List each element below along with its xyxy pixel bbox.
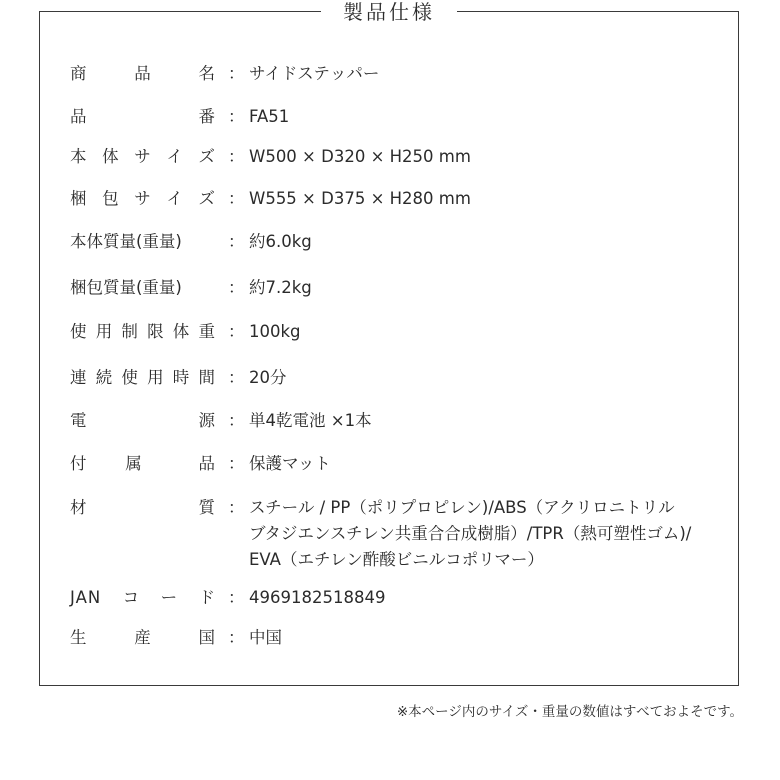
spec-label: 品 番 <box>70 107 215 126</box>
spec-value: 約7.2kg <box>249 278 312 297</box>
spec-label: 梱 包 サ イ ズ <box>70 189 215 208</box>
spec-colon: ： <box>228 278 245 297</box>
spec-colon: ： <box>228 189 245 208</box>
spec-colon: ： <box>228 588 245 607</box>
spec-label: 使 用 制 限 体 重 <box>70 322 215 341</box>
spec-colon: ： <box>228 498 245 517</box>
footnote: ※本ページ内のサイズ・重量の数値はすべておよそです。 <box>396 704 743 720</box>
spec-colon: ： <box>228 411 245 430</box>
spec-value: サイドステッパー <box>249 64 380 83</box>
spec-colon: ： <box>228 64 245 83</box>
spec-label: JAN コ ー ド <box>70 588 215 607</box>
spec-label: 生 産 国 <box>70 628 215 647</box>
spec-colon: ： <box>228 232 245 251</box>
spec-colon: ： <box>228 147 245 166</box>
spec-value: 20分 <box>249 368 287 387</box>
spec-colon: ： <box>228 107 245 126</box>
spec-label: 材 質 <box>70 498 215 517</box>
spec-colon: ： <box>228 322 245 341</box>
spec-colon: ： <box>228 454 245 473</box>
spec-colon: ： <box>228 628 245 647</box>
spec-label: 梱包質量(重量) <box>70 278 182 297</box>
spec-value: 保護マット <box>249 454 331 473</box>
spec-value: FA51 <box>249 107 290 126</box>
spec-label: 商 品 名 <box>70 64 215 83</box>
spec-colon: ： <box>228 368 245 387</box>
spec-value: 約6.0kg <box>249 232 312 251</box>
spec-value: 4969182518849 <box>249 588 386 607</box>
spec-value: スチール / PP（ポリプロピレン)/ABS（アクリロニトリル ブタジエンスチレン共重合合成樹脂）/TPR（熱可塑性ゴム)/ EVA（エチレン酢酸ビニルコポリマー） <box>249 498 692 569</box>
spec-label: 本 体 サ イ ズ <box>70 147 215 166</box>
spec-value: W555 × D375 × H280 mm <box>249 189 471 208</box>
page-title: 製品仕様 <box>321 0 457 24</box>
spec-value: W500 × D320 × H250 mm <box>249 147 471 166</box>
spec-value: 単4乾電池 ×1本 <box>249 411 372 430</box>
spec-value: 中国 <box>249 628 282 647</box>
spec-label: 本体質量(重量) <box>70 232 182 251</box>
spec-label: 付 属 品 <box>70 454 215 473</box>
spec-label: 電 源 <box>70 411 215 430</box>
spec-value: 100kg <box>249 322 301 341</box>
spec-label: 連 続 使 用 時 間 <box>70 368 215 387</box>
